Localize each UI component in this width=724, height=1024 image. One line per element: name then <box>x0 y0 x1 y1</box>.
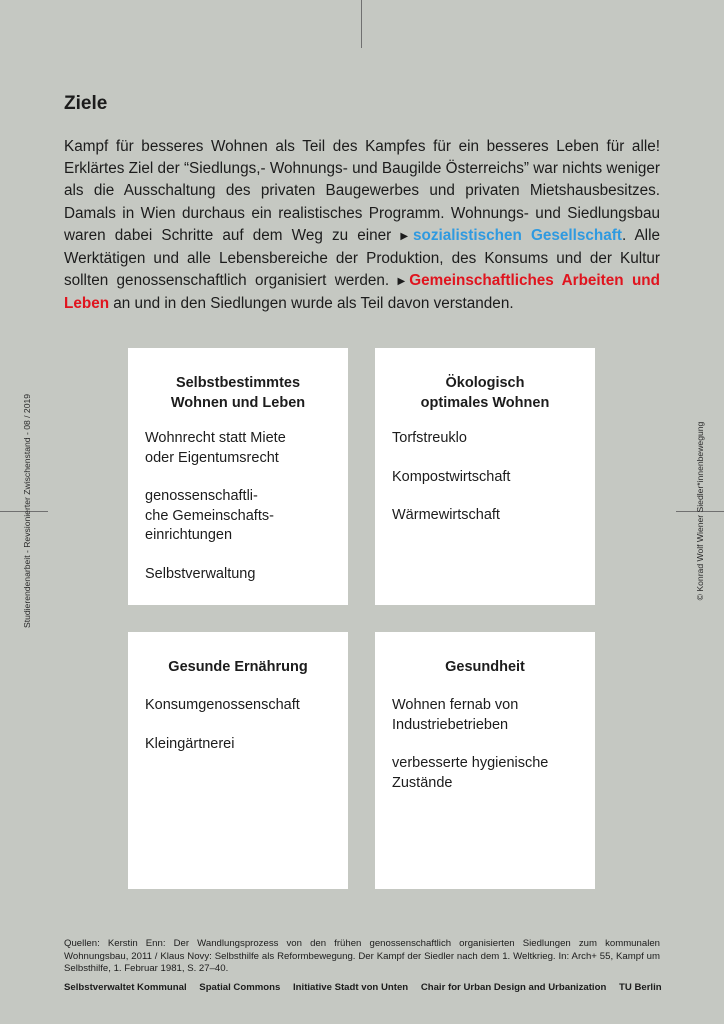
footer-item: Selbstverwaltet Kommunal <box>64 982 187 993</box>
card-item: Kleingärtnerei <box>145 735 235 752</box>
card-item: Wohnen fernab von Industriebetrieben <box>392 697 519 733</box>
card-gesundheit <box>375 632 595 889</box>
page-title: Ziele <box>64 93 108 114</box>
side-label-left: Studierendenarbeit - Revsionierter Zwischenstand - 08 / 2019 <box>22 393 32 629</box>
card-oekologisch-wohnen <box>375 348 595 605</box>
sources-text: Quellen: Kerstin Enn: Der Wandlungsprozess von den frühen genossenschaftlich organisierten Siedlungen zum kommunalen Wohnungsbau, 2011 / Klaus Novy: Selbsthilfe als Reformbewegung. Der Kampf der Siedler nach dem 1. Weltkrieg. In: Arch+ 55, Kampf um Selbsthilfe, 1. Februar 1981, S. 27–40. <box>64 938 660 975</box>
link-arrow-icon: ▶ <box>397 276 410 288</box>
crop-mark-top <box>361 0 362 48</box>
footer-item: Initiative Stadt von Unten <box>293 982 409 993</box>
card-title: Selbstbestimmtes Wohnen und Leben <box>170 375 306 411</box>
intro-paragraph <box>64 136 660 316</box>
side-label-right: © Konrad Wolf Wiener Siedler*innenbewegung <box>695 421 705 601</box>
intro-text-3: an und in den Siedlungen wurde als Teil davon verstanden. <box>109 295 514 313</box>
card-item: Torfstreuklo <box>392 430 467 446</box>
card-title: Gesunde Ernährung <box>168 659 308 675</box>
footer-item: TU Berlin <box>618 982 662 993</box>
card-title: Gesundheit <box>445 659 525 675</box>
card-gesunde-ernaehrung <box>128 632 348 889</box>
footer-item: Spatial Commons <box>199 982 281 993</box>
card-item: Kompostwirtschaft <box>392 468 511 485</box>
card-item: verbesserte hygienische Zustände <box>392 755 549 791</box>
link-arrow-icon: ▶ <box>400 230 413 242</box>
link-sozialistische-gesellschaft[interactable]: sozialistischen Gesellschaft <box>413 226 622 244</box>
card-item: genossenschaftli- che Gemeinschafts- einrichtungen <box>145 488 274 543</box>
card-item: Selbstverwaltung <box>145 565 256 582</box>
footer <box>64 982 664 993</box>
card-title: Ökologisch optimales Wohnen <box>420 375 550 411</box>
card-item: Konsumgenossenschaft <box>145 697 300 713</box>
card-item: Wärmewirtschaft <box>392 507 500 523</box>
card-selbstbestimmtes-wohnen <box>128 348 348 605</box>
link-gemeinschaftliches-arbeiten[interactable]: Gemeinschaftliches Arbeiten und Leben <box>64 272 660 313</box>
footer-item: Chair for Urban Design and Urbanization <box>420 982 607 993</box>
intro-text-2: . Alle Werktätigen und alle Lebensbereiche der Produktion, des Konsums und der Kultur sollten genossenschaftlich organisiert werden. <box>64 226 660 290</box>
card-item: Wohnrecht statt Miete oder Eigentumsrecht <box>145 430 286 466</box>
intro-text-1: Kampf für besseres Wohnen als Teil des Kampfes für ein besseres Leben für alle! Erklärtes Ziel der “Siedlungs,- Wohnungs- und Baugilde Österreichs” war nichts weniger als die Ausschaltung des privaten Baugewerbes und privaten Mietshausbesitzes. Damals in Wien durchaus ein realistisches Programm. Wohnungs- und Siedlungsbau waren dabei Schritte auf dem Weg zu einer <box>64 138 660 244</box>
